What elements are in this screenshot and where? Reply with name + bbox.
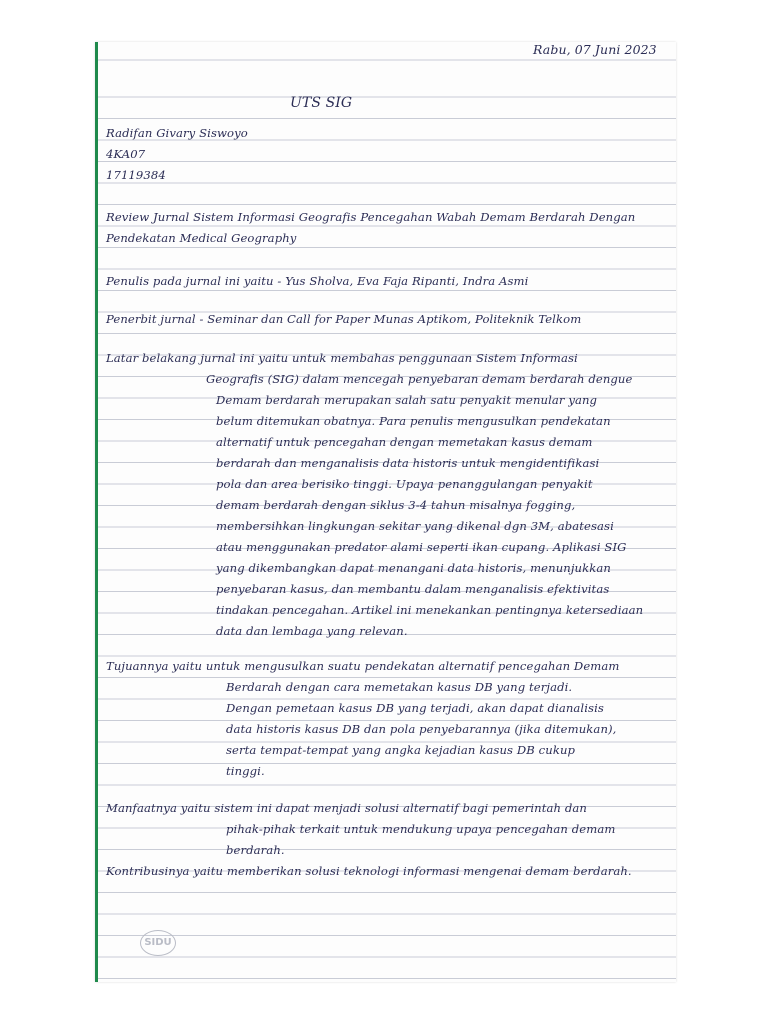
latar-belakang-line: pola dan area berisiko tinggi. Upaya penanggulangan penyakit: [216, 477, 593, 491]
latar-belakang-line: membersihkan lingkungan sekitar yang dikenal dgn 3M, abatesasi: [216, 519, 614, 533]
student-npm: 17119384: [106, 168, 166, 182]
latar-belakang-line: atau menggunakan predator alami seperti ikan cupang. Aplikasi SIG: [216, 540, 627, 554]
latar-belakang-line: data dan lembaga yang relevan.: [216, 624, 408, 638]
page-title: UTS SIG: [290, 95, 353, 111]
kontribusi-line: Kontribusinya yaitu memberikan solusi teknologi informasi mengenai demam berdarah.: [106, 864, 632, 878]
manfaat-line: berdarah.: [226, 843, 285, 857]
review-title-line: Review Jurnal Sistem Informasi Geografis Pencegahan Wabah Demam Berdarah Dengan: [106, 210, 636, 224]
tujuan-line: tinggi.: [226, 764, 265, 778]
latar-belakang-line: demam berdarah dengan siklus 3-4 tahun misalnya fogging,: [216, 498, 576, 512]
latar-belakang-line: berdarah dan menganalisis data historis untuk mengidentifikasi: [216, 456, 600, 470]
tujuan-line: Tujuannya yaitu untuk mengusulkan suatu pendekatan alternatif pencegahan Demam: [106, 659, 620, 673]
latar-belakang-line: belum ditemukan obatnya. Para penulis mengusulkan pendekatan: [216, 414, 611, 428]
tujuan-line: Berdarah dengan cara memetakan kasus DB yang terjadi.: [226, 680, 573, 694]
date: Rabu, 07 Juni 2023: [533, 42, 657, 57]
manfaat-line: Manfaatnya yaitu sistem ini dapat menjadi solusi alternatif bagi pemerintah dan: [106, 801, 587, 815]
latar-belakang-line: alternatif untuk pencegahan dengan memetakan kasus demam: [216, 435, 593, 449]
penulis-line: Penulis pada jurnal ini yaitu - Yus Sholva, Eva Faja Ripanti, Indra Asmi: [106, 274, 529, 288]
penerbit-line: Penerbit jurnal - Seminar dan Call for Paper Munas Aptikom, Politeknik Telkom: [106, 312, 582, 326]
tujuan-line: data historis kasus DB dan pola penyebarannya (jika ditemukan),: [226, 722, 617, 736]
latar-belakang-line: Demam berdarah merupakan salah satu penyakit menular yang: [216, 393, 598, 407]
latar-belakang-line: Latar belakang jurnal ini yaitu untuk membahas penggunaan Sistem Informasi: [106, 351, 578, 365]
student-class: 4KA07: [106, 147, 146, 161]
notebook-page: [95, 42, 676, 982]
student-name: Radifan Givary Siswoyo: [106, 126, 248, 140]
latar-belakang-line: Geografis (SIG) dalam mencegah penyebaran demam berdarah dengue: [206, 372, 633, 386]
latar-belakang-line: yang dikembangkan dapat menangani data historis, menunjukkan: [216, 561, 611, 575]
manfaat-line: pihak-pihak terkait untuk mendukung upaya pencegahan demam: [226, 822, 616, 836]
tujuan-line: serta tempat-tempat yang angka kejadian kasus DB cukup: [226, 743, 576, 757]
paper-brand-seal: SIDU: [140, 930, 176, 956]
tujuan-line: Dengan pemetaan kasus DB yang terjadi, akan dapat dianalisis: [226, 701, 604, 715]
latar-belakang-line: penyebaran kasus, dan membantu dalam menganalisis efektivitas: [216, 582, 610, 596]
review-title-line: Pendekatan Medical Geography: [106, 231, 297, 245]
latar-belakang-line: tindakan pencegahan. Artikel ini menekankan pentingnya ketersediaan: [216, 603, 644, 617]
